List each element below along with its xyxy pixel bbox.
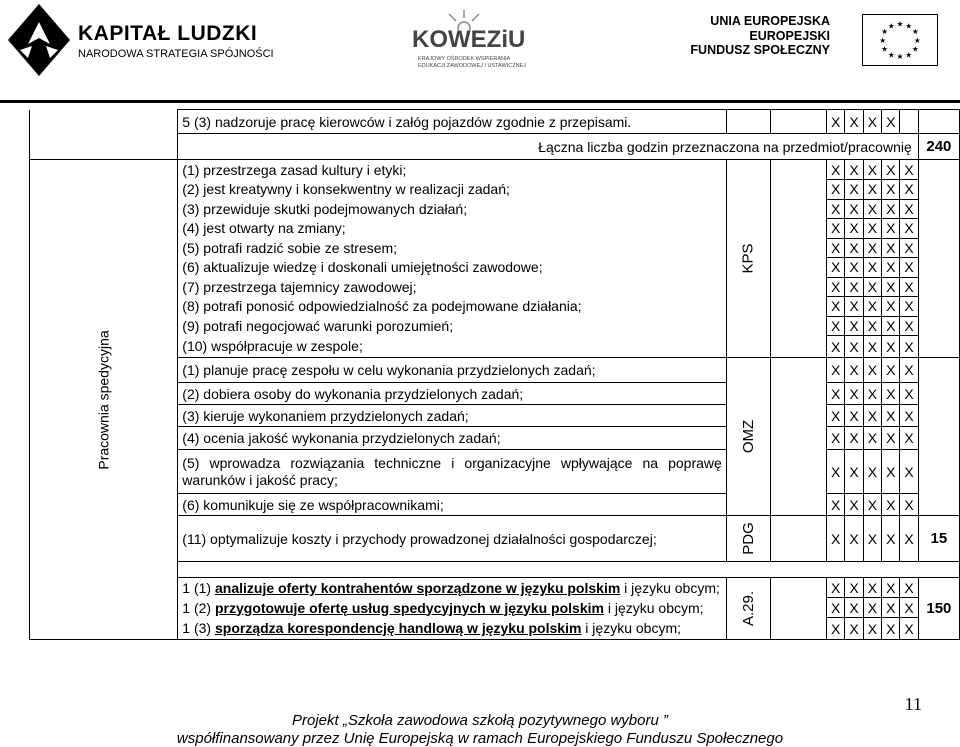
x-mark: X — [863, 297, 881, 317]
x-mark: X — [863, 258, 881, 278]
row-description: 5 (3) nadzoruje pracę kierowców i załóg pojazdów zgodnie z przepisami. — [178, 110, 727, 134]
svg-text:★: ★ — [881, 44, 889, 54]
header-divider — [0, 100, 960, 103]
x-mark: X — [863, 383, 881, 405]
kps-row-8: (8) potrafi ponosić odpowiedzialność za podejmowane działania; — [178, 297, 727, 317]
a29-row-2 — [178, 598, 727, 618]
x-mark: X — [882, 258, 900, 278]
x-mark: X — [900, 297, 918, 317]
omz-row-6: (6) komunikuje się ze współpracownikami; — [178, 494, 727, 516]
x-mark: X — [845, 219, 863, 239]
koweziu-subtitle-line2: EDUKACJI ZAWODOWEJ I USTAWICZNEJ — [418, 63, 526, 69]
kps-row-3: (3) przewiduje skutki podejmowanych działań; — [178, 199, 727, 219]
svg-text:★: ★ — [896, 19, 904, 29]
x-mark: X — [827, 578, 845, 598]
kps-row-2: (2) jest kreatywny i konsekwentny w realizacji zadań; — [178, 180, 727, 200]
x-mark: X — [827, 405, 845, 427]
x-mark: X — [900, 180, 918, 200]
kapital-ludzki-emblem-icon — [8, 4, 70, 76]
kps-row-5: (5) potrafi radzić sobie ze stresem; — [178, 238, 727, 258]
a29-code: A.29. — [739, 590, 757, 627]
kps-code: KPS — [739, 243, 757, 274]
x-mark: X — [882, 450, 900, 494]
blank-cell — [770, 578, 826, 640]
x-mark: X — [900, 598, 918, 618]
svg-text:★: ★ — [896, 52, 904, 62]
x-mark: X — [882, 598, 900, 618]
pdg-hours: 15 — [918, 516, 959, 562]
a29-code-cell — [726, 578, 770, 640]
a29-row-3 — [178, 618, 727, 640]
x-mark: X — [863, 405, 881, 427]
code-cell — [726, 110, 770, 134]
table-row — [30, 160, 960, 180]
total-hours: 240 — [918, 134, 959, 160]
blank-cell — [770, 110, 826, 134]
table-row — [30, 110, 960, 134]
eu-logo-text — [690, 14, 830, 58]
eu-flag-icon — [862, 14, 938, 66]
a29-row-3-suffix: i języku obcym; — [581, 620, 682, 637]
a29-row-2-suffix: i języku obcym; — [603, 599, 704, 616]
eu-line2: EUROPEJSKI — [749, 28, 830, 43]
side-label: Pracownia spedycyjna — [95, 329, 112, 470]
kapital-ludzki-subtitle: NARODOWA STRATEGIA SPÓJNOŚCI — [78, 48, 274, 60]
x-mark: X — [845, 578, 863, 598]
kps-row-7: (7) przestrzega tajemnicy zawodowej; — [178, 277, 727, 297]
x-mark: X — [900, 516, 918, 562]
x-mark: X — [827, 516, 845, 562]
side-cell-mid — [30, 134, 178, 160]
hours-cell — [918, 110, 959, 134]
x-mark: X — [900, 494, 918, 516]
koweziu-subtitle — [418, 56, 526, 70]
omz-row-3: (3) kieruje wykonaniem przydzielonych zadań; — [178, 405, 727, 427]
svg-text:★: ★ — [887, 50, 895, 60]
kps-code-cell — [726, 160, 770, 358]
a29-row-1-prefix: 1 (1) — [182, 579, 215, 596]
x-mark: X — [845, 238, 863, 258]
x-mark: X — [845, 199, 863, 219]
a29-row-1 — [178, 578, 727, 598]
x-mark: X — [863, 277, 881, 297]
x-mark: X — [845, 427, 863, 450]
x-mark: X — [900, 358, 918, 383]
x-mark: X — [900, 618, 918, 640]
x-mark: X — [863, 450, 881, 494]
x-mark: X — [900, 578, 918, 598]
x-mark: X — [845, 450, 863, 494]
x-mark: X — [863, 219, 881, 239]
x-mark: X — [900, 336, 918, 358]
omz-code: OMZ — [739, 419, 757, 454]
a29-row-2-bold: przygotowuje ofertę usług spedycyjnych w języku polskim — [214, 599, 604, 616]
svg-text:★: ★ — [905, 50, 913, 60]
blank-hours-cell — [918, 358, 959, 516]
x-mark: X — [882, 110, 900, 134]
a29-row-1-suffix: i języku obcym; — [620, 579, 720, 596]
x-mark: X — [882, 160, 900, 180]
a29-row-3-bold: sporządza korespondencję handlową w języku polskim — [214, 620, 582, 637]
x-mark: X — [827, 110, 845, 134]
x-mark: X — [845, 405, 863, 427]
x-mark: X — [863, 238, 881, 258]
x-mark: X — [882, 297, 900, 317]
x-mark: X — [863, 578, 881, 598]
x-mark: X — [863, 316, 881, 336]
side-cell-top — [30, 110, 178, 134]
curriculum-table — [29, 109, 960, 640]
omz-code-cell — [726, 358, 770, 516]
blank-cell — [770, 160, 826, 358]
omz-row-5: (5) wprowadza rozwiązania techniczne i organizacyjne wpływające na poprawę warunków i jakość pracy; — [178, 450, 727, 494]
total-label: Łączna liczba godzin przeznaczona na przedmiot/pracownię — [178, 134, 918, 160]
footer-project: Projekt „Szkoła zawodowa szkołą pozytywnego wyboru ” — [291, 712, 668, 729]
x-mark: X — [863, 516, 881, 562]
x-mark: X — [863, 160, 881, 180]
x-mark: X — [827, 450, 845, 494]
x-mark: X — [882, 383, 900, 405]
koweziu-wordmark: KOWEZiU — [412, 26, 526, 53]
x-mark: X — [827, 199, 845, 219]
x-mark: X — [863, 180, 881, 200]
x-mark: X — [900, 238, 918, 258]
x-mark: X — [863, 358, 881, 383]
x-mark: X — [827, 238, 845, 258]
omz-row-2: (2) dobiera osoby do wykonania przydzielonych zadań; — [178, 383, 727, 405]
x-mark: X — [882, 494, 900, 516]
x-mark: X — [882, 199, 900, 219]
x-mark: X — [845, 316, 863, 336]
svg-text:★: ★ — [911, 27, 919, 37]
x-mark: X — [900, 219, 918, 239]
x-mark: X — [827, 160, 845, 180]
x-mark: X — [827, 258, 845, 278]
x-mark: X — [863, 494, 881, 516]
x-mark: X — [827, 494, 845, 516]
blank-cell — [770, 358, 826, 516]
footer-funding: współfinansowany przez Unię Europejską w ramach Europejskiego Funduszu Społecznego — [176, 730, 784, 747]
kapital-ludzki-title: KAPITAŁ LUDZKI — [78, 22, 258, 45]
x-mark: X — [882, 180, 900, 200]
x-mark: X — [845, 160, 863, 180]
blank-cell — [770, 516, 826, 562]
x-mark: X — [845, 336, 863, 358]
x-mark: X — [900, 450, 918, 494]
pdg-code-cell — [726, 516, 770, 562]
x-mark: X — [827, 219, 845, 239]
x-mark: X — [882, 219, 900, 239]
x-mark: X — [827, 358, 845, 383]
a29-row-3-prefix: 1 (3) — [182, 620, 215, 637]
x-mark: X — [882, 277, 900, 297]
x-mark: X — [882, 358, 900, 383]
x-mark: X — [863, 598, 881, 618]
x-mark: X — [827, 180, 845, 200]
x-mark: X — [900, 258, 918, 278]
x-mark: X — [827, 598, 845, 618]
x-mark: X — [900, 405, 918, 427]
omz-row-4: (4) ocenia jakość wykonania przydzielonych zadań; — [178, 427, 727, 450]
kps-row-9: (9) potrafi negocjować warunki porozumień; — [178, 316, 727, 336]
x-mark: X — [900, 427, 918, 450]
x-mark: X — [845, 494, 863, 516]
kps-row-6: (6) aktualizuje wiedzę i doskonali umiejętności zawodowe; — [178, 258, 727, 278]
kapital-ludzki-logo — [8, 4, 274, 90]
x-mark: X — [863, 427, 881, 450]
x-mark: X — [845, 180, 863, 200]
x-mark: X — [863, 110, 881, 134]
svg-text:★: ★ — [911, 44, 919, 54]
x-mark: X — [845, 383, 863, 405]
svg-text:★: ★ — [881, 27, 889, 37]
x-mark: X — [900, 277, 918, 297]
x-mark: X — [900, 160, 918, 180]
x-mark: X — [827, 277, 845, 297]
x-mark: X — [882, 316, 900, 336]
x-mark: X — [845, 358, 863, 383]
x-mark: X — [845, 598, 863, 618]
x-mark: X — [827, 336, 845, 358]
eu-logo — [678, 14, 948, 74]
x-mark: X — [827, 383, 845, 405]
x-mark: X — [827, 297, 845, 317]
pdg-code: PDG — [739, 522, 757, 555]
x-mark: X — [882, 427, 900, 450]
eu-line3: FUNDUSZ SPOŁECZNY — [690, 43, 830, 57]
a29-row-1-bold: analizuje oferty kontrahentów sporządzone w języku polskim — [214, 579, 621, 596]
x-mark: X — [845, 258, 863, 278]
koweziu-subtitle-line1: KRAJOWY OŚRODEK WSPIERANIA — [418, 56, 511, 62]
x-mark: X — [827, 427, 845, 450]
blank-hours-cell — [918, 160, 959, 358]
koweziu-logo — [412, 8, 542, 78]
x-mark: X — [827, 316, 845, 336]
x-mark: X — [845, 110, 863, 134]
x-mark: X — [882, 405, 900, 427]
svg-text:★: ★ — [879, 35, 887, 45]
x-mark: X — [845, 618, 863, 640]
x-mark: X — [882, 578, 900, 598]
x-mark: X — [882, 238, 900, 258]
x-mark: X — [827, 618, 845, 640]
svg-text:★: ★ — [887, 21, 895, 31]
x-mark: X — [882, 618, 900, 640]
a29-hours: 150 — [918, 578, 959, 640]
omz-row-1: (1) planuje pracę zespołu w celu wykonania przydzielonych zadań; — [178, 358, 727, 383]
svg-text:★: ★ — [905, 21, 913, 31]
side-label-cell — [30, 160, 178, 640]
x-mark: X — [900, 383, 918, 405]
pdg-row: (11) optymalizuje koszty i przychody prowadzonej działalności gospodarczej; — [178, 516, 727, 562]
total-row — [30, 134, 960, 160]
a29-row-2-prefix: 1 (2) — [182, 599, 215, 616]
kps-row-10: (10) współpracuje w zespole; — [178, 336, 727, 358]
kps-row-1: (1) przestrzega zasad kultury i etyki; — [178, 160, 727, 180]
x-mark: X — [845, 516, 863, 562]
kps-row-4: (4) jest otwarty na zmiany; — [178, 219, 727, 239]
spacer-cell — [178, 562, 960, 578]
blank-cell — [900, 110, 918, 134]
x-mark: X — [863, 336, 881, 358]
x-mark: X — [882, 336, 900, 358]
svg-text:★: ★ — [913, 35, 921, 45]
eu-line1: UNIA EUROPEJSKA — [710, 14, 830, 28]
x-mark: X — [845, 277, 863, 297]
page-number: 11 — [904, 694, 922, 714]
x-mark: X — [882, 516, 900, 562]
x-mark: X — [845, 297, 863, 317]
x-mark: X — [863, 618, 881, 640]
x-mark: X — [900, 316, 918, 336]
x-mark: X — [900, 199, 918, 219]
x-mark: X — [863, 199, 881, 219]
